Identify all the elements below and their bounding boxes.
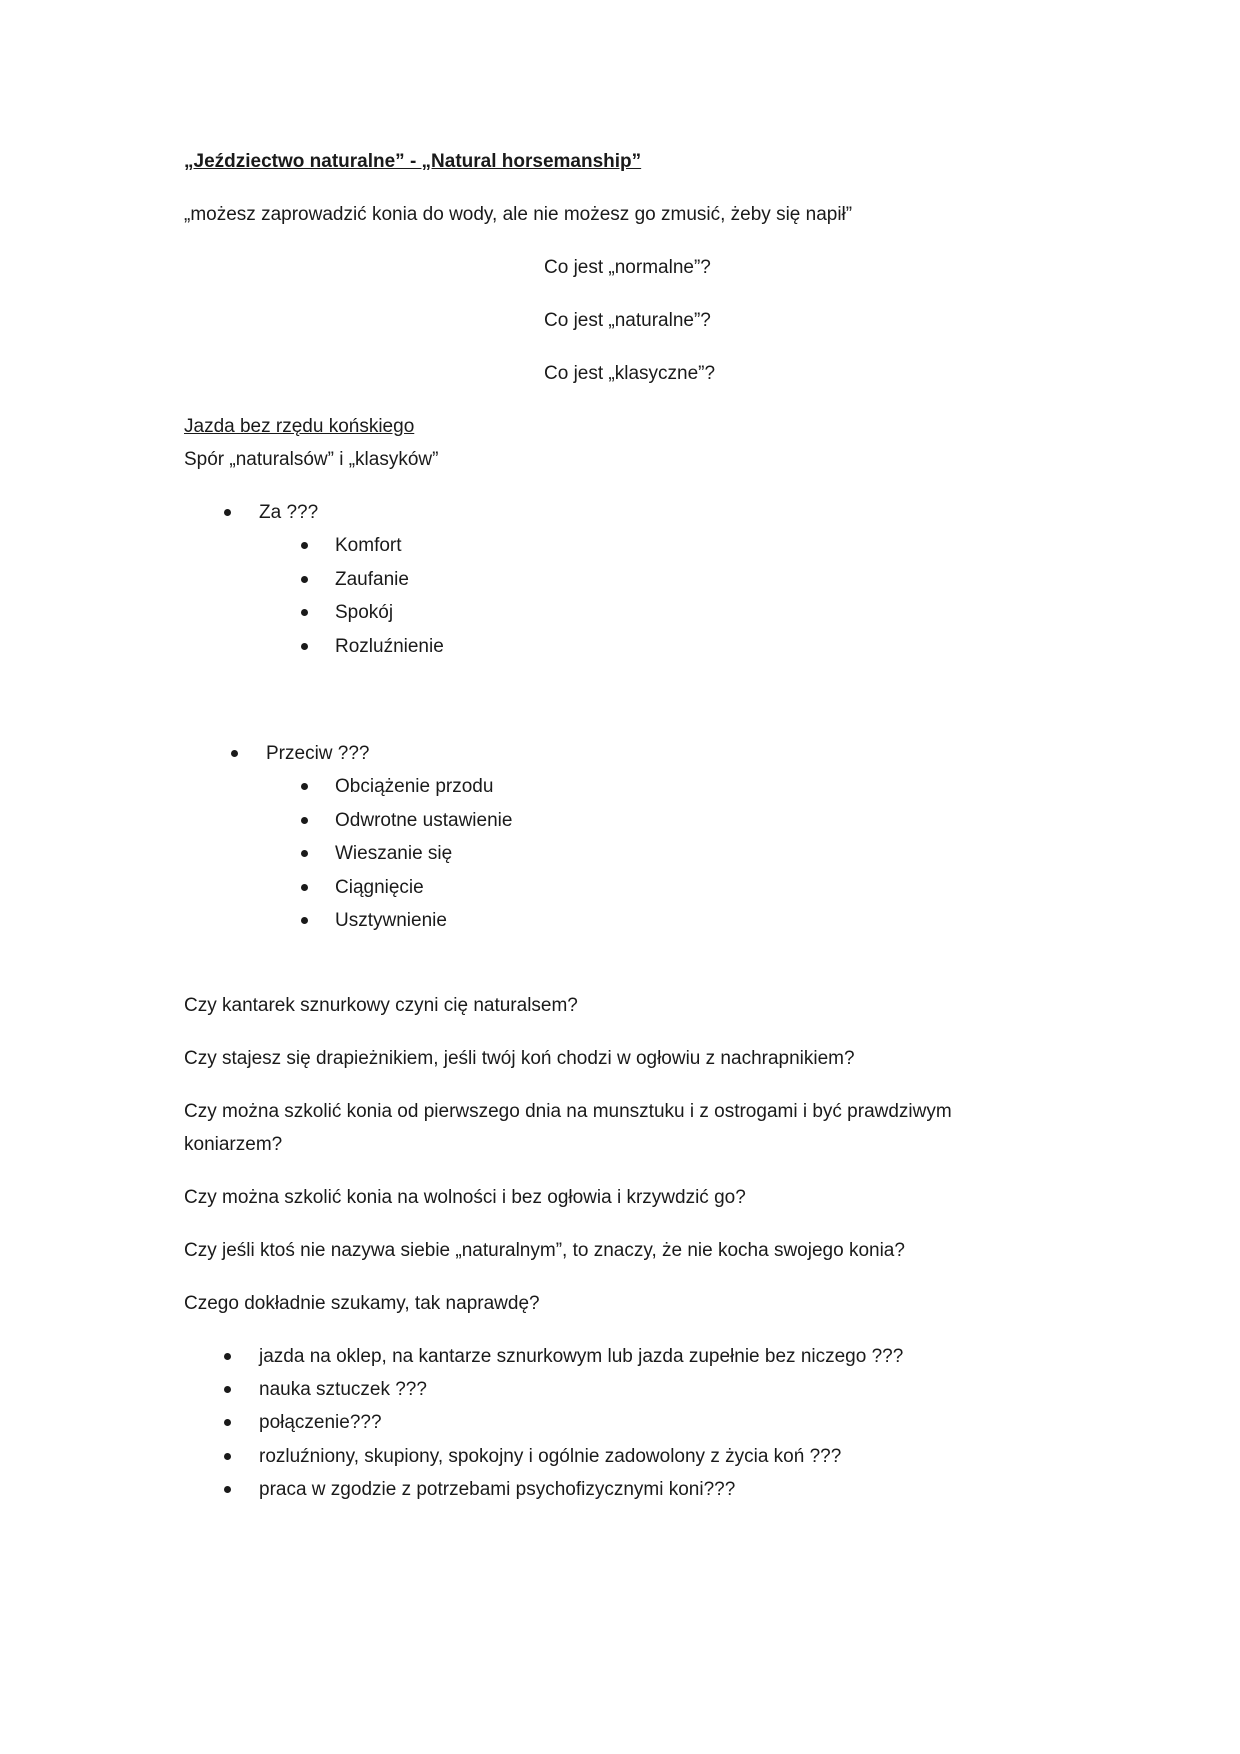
question-natural: Co jest „naturalne”?: [544, 310, 711, 331]
list-item: Zaufanie: [335, 568, 444, 602]
paragraph-6: Czego dokładnie szukamy, tak naprawdę?: [184, 1293, 540, 1314]
list-item: jazda na oklep, na kantarze sznurkowym lub jazda zupełnie bez niczego ???: [259, 1345, 903, 1378]
document-title: „Jeździectwo naturalne” - „Natural horsemanship”: [184, 151, 642, 172]
list-item: Ciągnięcie: [335, 876, 512, 910]
paragraph-2: Czy stajesz się drapieżnikiem, jeśli twój koń chodzi w ogłowiu z nachrapnikiem?: [184, 1048, 855, 1069]
paragraph-3: Czy można szkolić konia od pierwszego dnia na munsztuku i z ostrogami i być prawdziwym: [184, 1101, 952, 1122]
list-item: Obciążenie przodu: [335, 775, 512, 809]
question-normal: Co jest „normalne”?: [544, 257, 711, 278]
list-item: Spokój: [335, 601, 444, 635]
paragraph-5: Czy jeśli ktoś nie nazywa siebie „naturalnym”, to znaczy, że nie kocha swojego konia?: [184, 1240, 905, 1261]
paragraph-1: Czy kantarek sznurkowy czyni cię naturalsem?: [184, 995, 578, 1016]
for-label: Za ???: [259, 501, 318, 535]
for-items: [335, 534, 444, 668]
list-item: Wieszanie się: [335, 842, 512, 876]
quote-line: „możesz zaprowadzić konia do wody, ale nie możesz go zmusić, żeby się napił”: [184, 204, 853, 225]
list-item: rozluźniony, skupiony, spokojny i ogólnie zadowolony z życia koń ???: [259, 1445, 903, 1478]
paragraph-4: Czy można szkolić konia na wolności i bez ogłowia i krzywdzić go?: [184, 1187, 746, 1208]
section-heading: Jazda bez rzędu końskiego: [184, 416, 415, 437]
final-list: [259, 1345, 903, 1511]
paragraph-3-continued: koniarzem?: [184, 1134, 283, 1155]
list-item: nauka sztuczek ???: [259, 1378, 903, 1411]
list-item: Usztywnienie: [335, 909, 512, 943]
for-list: [259, 501, 318, 535]
question-classic: Co jest „klasyczne”?: [544, 363, 716, 384]
list-item: Odwrotne ustawienie: [335, 809, 512, 843]
section-subheading: Spór „naturalsów” i „klasyków”: [184, 449, 439, 470]
against-list: [266, 742, 370, 776]
list-item: praca w zgodzie z potrzebami psychofizycznymi koni???: [259, 1478, 903, 1511]
list-item: połączenie???: [259, 1411, 903, 1444]
against-label: Przeciw ???: [266, 742, 370, 776]
list-item: Rozluźnienie: [335, 635, 444, 669]
against-items: [335, 775, 512, 943]
list-item: Komfort: [335, 534, 444, 568]
